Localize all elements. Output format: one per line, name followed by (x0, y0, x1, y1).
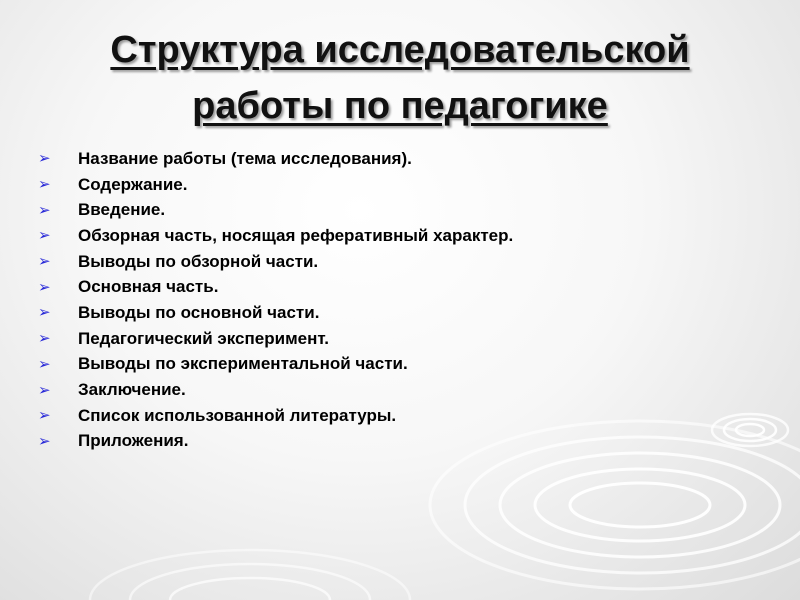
arrow-right-icon: ➢ (38, 432, 51, 450)
slide-title (40, 22, 760, 134)
arrow-right-icon: ➢ (38, 407, 51, 425)
list-item (38, 172, 513, 198)
arrow-right-icon: ➢ (38, 176, 51, 194)
list-item (38, 249, 513, 275)
list-item-text: Выводы по экспериментальной части. (78, 354, 408, 374)
list-item (38, 274, 513, 300)
arrow-right-icon: ➢ (38, 278, 51, 296)
list-item-text: Список использованной литературы. (78, 405, 397, 425)
arrow-right-icon: ➢ (38, 381, 51, 399)
arrow-right-icon: ➢ (38, 355, 51, 373)
list-item (38, 197, 513, 223)
arrow-right-icon: ➢ (38, 150, 51, 168)
list-item-text: Выводы по обзорной части. (78, 251, 319, 271)
list-item-text: Содержание. (78, 174, 188, 194)
arrow-right-icon: ➢ (38, 304, 51, 322)
list-item-text: Обзорная часть, носящая реферативный характер. (78, 225, 514, 245)
arrow-right-icon: ➢ (38, 227, 51, 245)
list-item (38, 377, 513, 403)
arrow-right-icon: ➢ (38, 330, 51, 348)
list-item-text: Педагогический эксперимент. (78, 328, 329, 348)
list-item (38, 429, 513, 455)
list-item (38, 146, 513, 172)
list-item-text: Основная часть. (78, 277, 219, 297)
list-item (38, 300, 513, 326)
list-item-text: Заключение. (78, 380, 186, 400)
list-item (38, 326, 513, 352)
structure-list (38, 146, 513, 454)
arrow-right-icon: ➢ (38, 253, 51, 271)
slide-title-line-1: Структура исследовательской (110, 29, 690, 71)
list-item (38, 223, 513, 249)
list-item (38, 403, 513, 429)
list-item (38, 352, 513, 378)
list-item-text: Название работы (тема исследования). (78, 148, 412, 168)
arrow-right-icon: ➢ (38, 201, 51, 219)
list-item-text: Приложения. (78, 431, 189, 451)
slide-title-line-2: работы по педагогике (192, 85, 608, 127)
list-item-text: Введение. (78, 200, 166, 220)
list-item-text: Выводы по основной части. (78, 302, 320, 322)
